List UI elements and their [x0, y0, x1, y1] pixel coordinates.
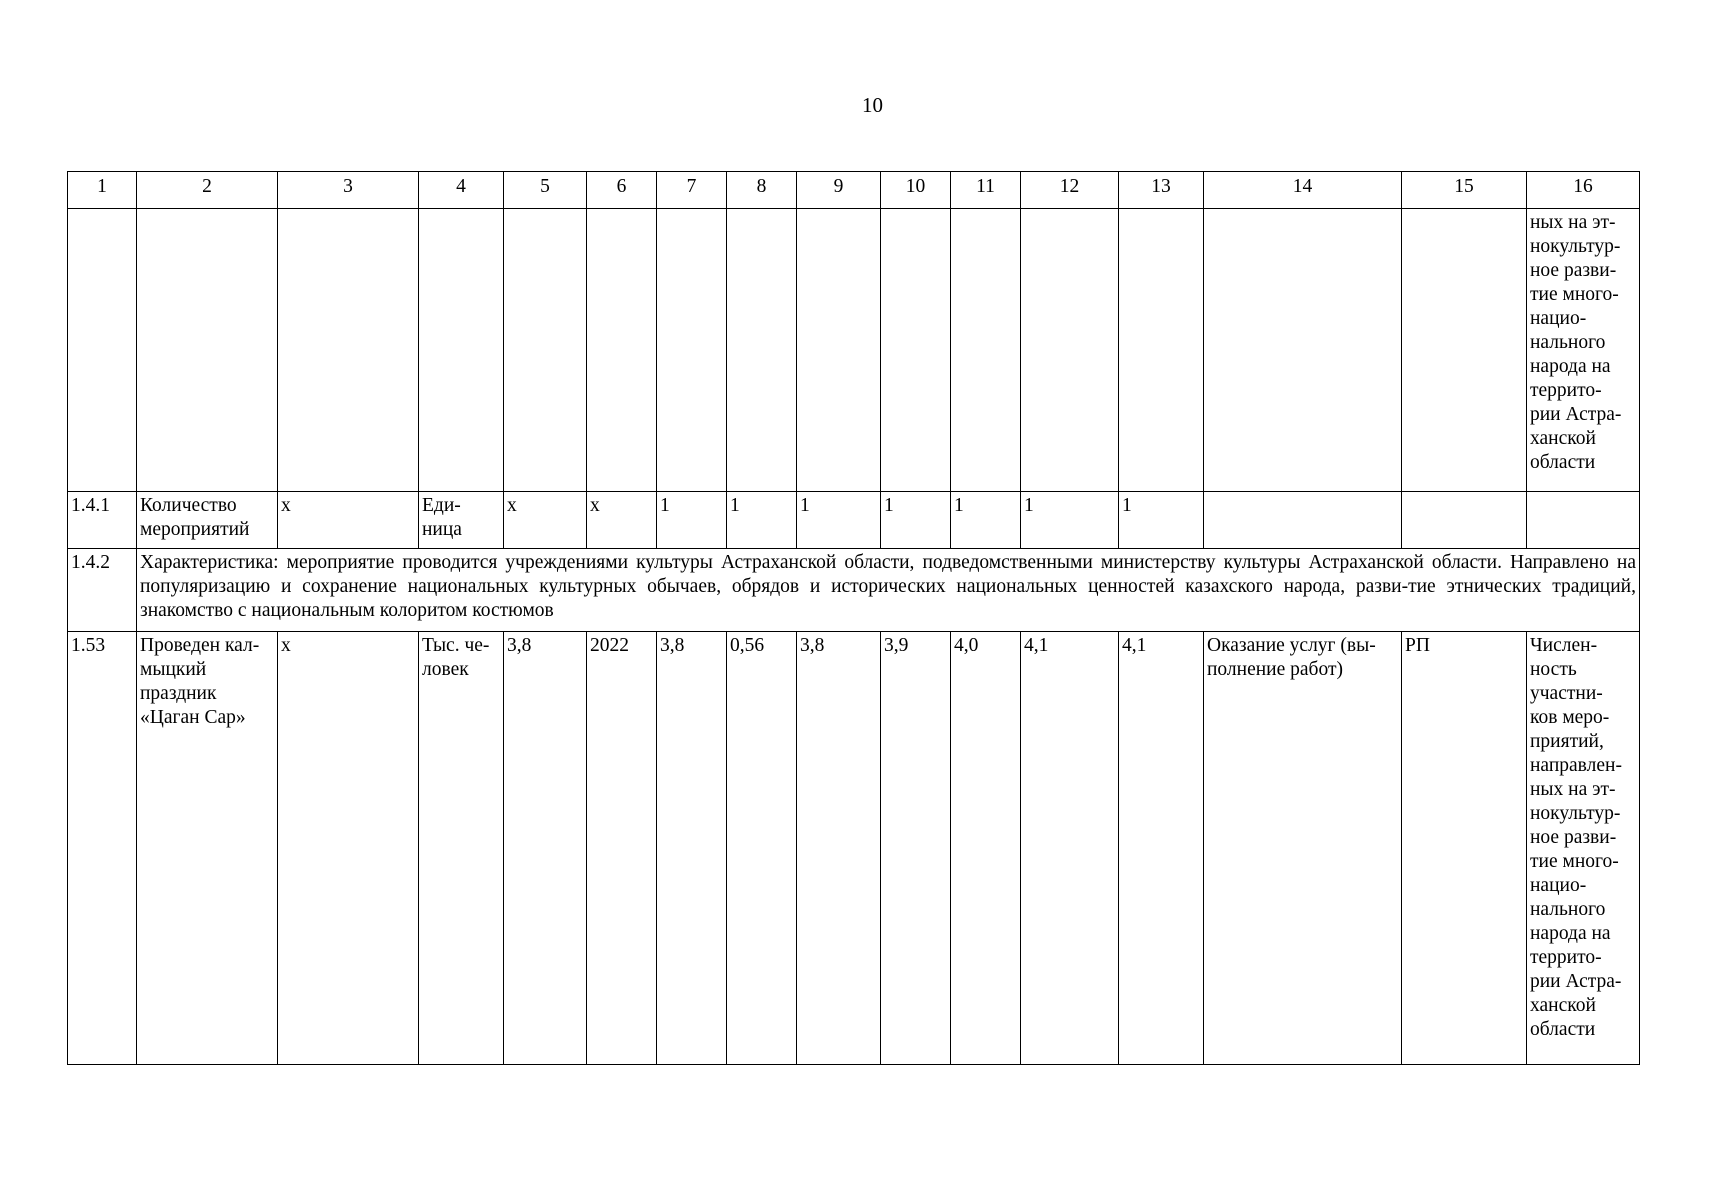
- column-header: 12: [1021, 172, 1119, 209]
- column-header: 1: [68, 172, 137, 209]
- column-header: 8: [727, 172, 797, 209]
- value-cell: 1: [657, 492, 727, 549]
- header-row: [68, 172, 1640, 209]
- indicator-name-cell: Проведен кал- мыцкий праздник «Цаган Сар»: [137, 632, 278, 1065]
- table-cell: [1204, 209, 1402, 492]
- row-number-cell: 1.4.1: [68, 492, 137, 549]
- value-cell: 3,8: [797, 632, 881, 1065]
- table-row-1-4-1: [68, 492, 1640, 549]
- value-cell: 1: [881, 492, 951, 549]
- table-cell: [1204, 492, 1402, 549]
- column-header: 2: [137, 172, 278, 209]
- table-cell: [419, 209, 504, 492]
- characteristic-text: Характеристика: мероприятие проводится учреждениями культуры Астраханской области, подведомственными министерству культуры Астраханской области. Направлено на популяризацию и сохранение национальных культурных обычаев, обрядов и исторических национальных ценностей казахского народа, разви-тие этнических традиций, знакомство с национальным колоритом костюмов: [137, 549, 1640, 632]
- column-header: 10: [881, 172, 951, 209]
- table-cell: [797, 209, 881, 492]
- table-cell: [504, 209, 587, 492]
- table-cell: x: [278, 632, 419, 1065]
- page-number: 10: [862, 93, 883, 117]
- table-cell: [881, 209, 951, 492]
- table-row-continuation: [68, 209, 1640, 492]
- table-row-1-53: [68, 632, 1640, 1065]
- table-cell: x: [504, 492, 587, 549]
- table-cell: x: [587, 492, 657, 549]
- table-cell: [1119, 209, 1204, 492]
- column-header: 13: [1119, 172, 1204, 209]
- value-cell: 1: [797, 492, 881, 549]
- value-cell: 3,8: [657, 632, 727, 1065]
- column-header: 11: [951, 172, 1021, 209]
- column-header: 16: [1527, 172, 1640, 209]
- table-cell: [1402, 492, 1527, 549]
- row-number-cell: 1.4.2: [68, 549, 137, 632]
- column-header: 7: [657, 172, 727, 209]
- value-cell: 3,9: [881, 632, 951, 1065]
- table-cell: [1402, 209, 1527, 492]
- table-cell: [951, 209, 1021, 492]
- table-row-1-4-2: [68, 549, 1640, 632]
- value-cell: 0,56: [727, 632, 797, 1065]
- column-header: 3: [278, 172, 419, 209]
- value-cell: 4,0: [951, 632, 1021, 1065]
- indicator-description-cell: Числен- ность участни- ков меро- приятий, направлен- ных на эт- нокультур- ное разви- тие много- нацио- нального народа на террито- рии Астра- ханской области: [1527, 632, 1640, 1065]
- unit-cell: Еди- ница: [419, 492, 504, 549]
- table-cell: [278, 209, 419, 492]
- column-header: 15: [1402, 172, 1527, 209]
- row-number-cell: 1.53: [68, 632, 137, 1065]
- value-cell: 1: [1021, 492, 1119, 549]
- source-cell: РП: [1402, 632, 1527, 1065]
- value-cell: 1: [1119, 492, 1204, 549]
- value-cell: 4,1: [1119, 632, 1204, 1065]
- indicator-name-cell: Количество мероприятий: [137, 492, 278, 549]
- table-cell: x: [278, 492, 419, 549]
- indicator-description-cell: ных на эт- нокультур- ное разви- тие много- нацио- нального народа на террито- рии Астра- ханской области: [1527, 209, 1640, 492]
- table-cell: [727, 209, 797, 492]
- value-cell: 1: [951, 492, 1021, 549]
- value-cell: 4,1: [1021, 632, 1119, 1065]
- table-cell: [1021, 209, 1119, 492]
- column-header: 6: [587, 172, 657, 209]
- value-cell: 1: [727, 492, 797, 549]
- value-cell: 3,8: [504, 632, 587, 1065]
- column-header: 14: [1204, 172, 1402, 209]
- indicators-table: [67, 171, 1640, 1065]
- service-type-cell: Оказание услуг (вы- полнение работ): [1204, 632, 1402, 1065]
- table-cell: [657, 209, 727, 492]
- column-header: 5: [504, 172, 587, 209]
- unit-cell: Тыс. че- ловек: [419, 632, 504, 1065]
- table-cell: [137, 209, 278, 492]
- table-cell: [587, 209, 657, 492]
- column-header: 9: [797, 172, 881, 209]
- table-cell: [1527, 492, 1640, 549]
- year-cell: 2022: [587, 632, 657, 1065]
- column-header: 4: [419, 172, 504, 209]
- table-cell: [68, 209, 137, 492]
